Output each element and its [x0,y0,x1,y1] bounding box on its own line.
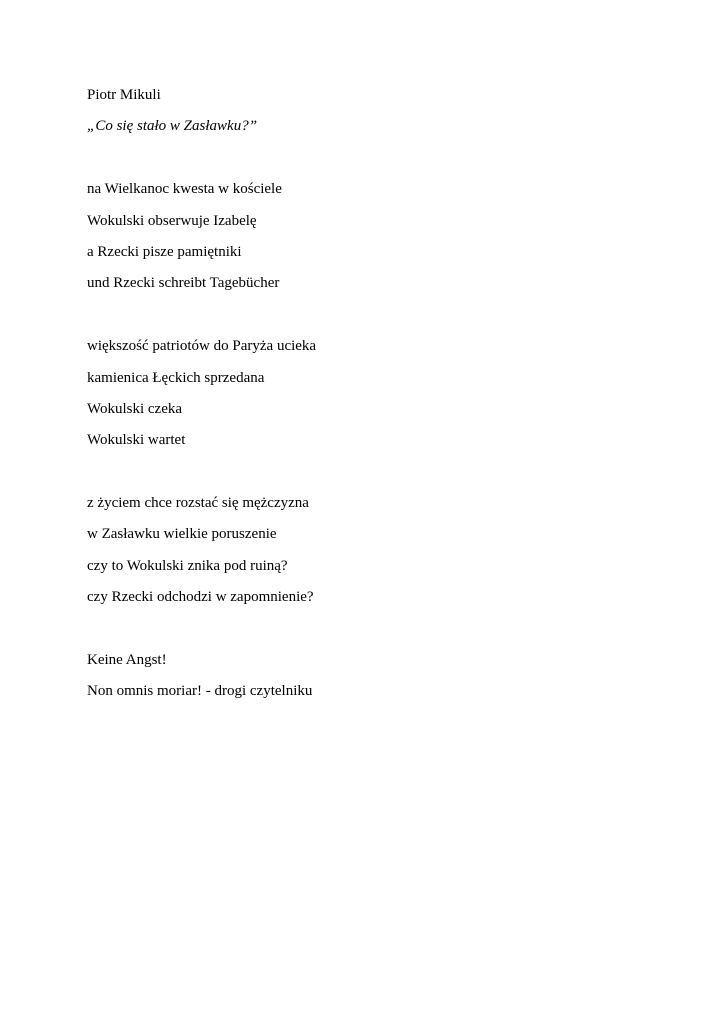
poem [87,85,316,713]
stanza-gap [87,462,316,493]
stanza-gap [87,305,316,336]
poem-line: czy Rzecki odchodzi w zapomnienie? [87,589,314,606]
poem-line: Wokulski wartet [87,432,186,449]
poem-line: Wokulski obserwuje Izabelę [87,212,257,229]
poem-line: z życiem chce rozstać się mężczyzna [87,495,309,512]
stanza-gap [87,619,316,650]
poem-line: Keine Angst! [87,652,167,669]
author-name: Piotr Mikuli [87,87,161,103]
poem-line: kamienica Łęckich sprzedana [87,369,265,386]
poem-line: Non omnis moriar! - drogi czytelniku [87,683,313,700]
stanza-2 [87,336,316,462]
stanza-4 [87,650,316,713]
poem-line: na Wielkanoc kwesta w kościele [87,181,282,198]
stanza-gap [87,148,316,179]
poem-line: und Rzecki schreibt Tagebücher [87,275,280,292]
poem-line: w Zasławku wielkie poruszenie [87,526,277,543]
poem-line: czy to Wokulski znika pod ruiną? [87,557,288,574]
poem-line: większość patriotów do Paryża ucieka [87,338,317,355]
stanza-3 [87,493,316,619]
stanza-1 [87,179,316,305]
poem-title: „Co się stało w Zasławku?” [87,118,258,135]
poem-line: Wokulski czeka [87,400,183,417]
poem-line: a Rzecki pisze pamiętniki [87,243,242,260]
